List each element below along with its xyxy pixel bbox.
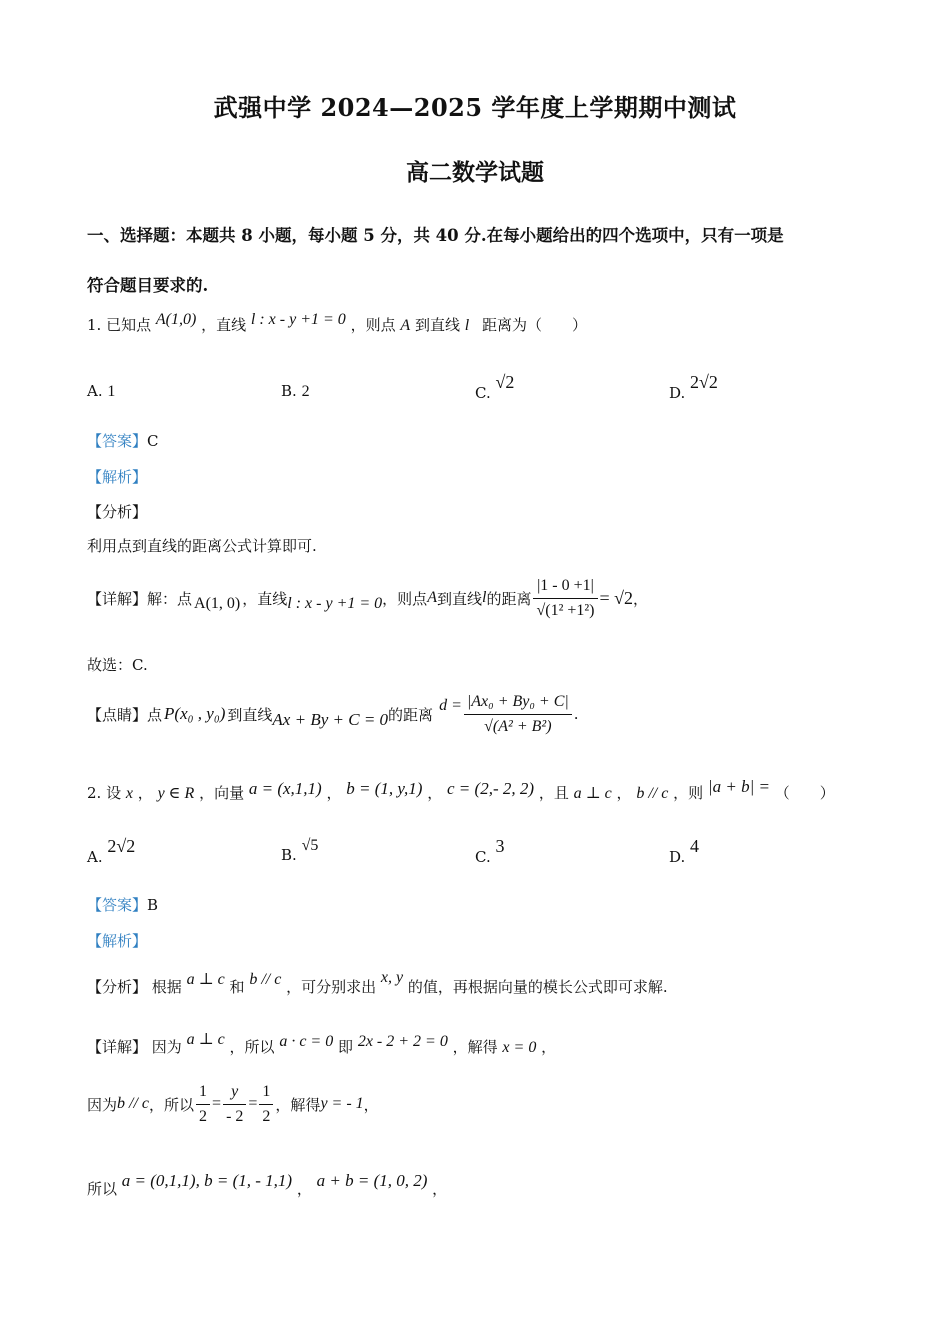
frac-denominator: 2 <box>199 1107 208 1125</box>
q1-conclusion: 故选：C. <box>87 656 148 674</box>
e-x-result: x = 0 <box>502 1039 537 1056</box>
detail-text: ，则点 <box>382 589 428 608</box>
fenxi-text: ，可分别求出 <box>286 978 377 996</box>
equals-sign: = <box>248 1095 258 1112</box>
q1-text: ，则点 <box>350 316 396 334</box>
f-perp: a ⊥ c <box>186 971 225 988</box>
ratio-fraction-3 <box>259 1080 273 1129</box>
q2-text: ，向量 <box>199 784 245 802</box>
frac-numerator: |Ax₀ + By₀ + C| <box>464 690 572 715</box>
frac-numerator: 1 <box>259 1080 273 1105</box>
tip-text: 的距离 <box>388 705 434 724</box>
d-var-l: l <box>481 589 487 606</box>
q2-answer <box>87 894 158 915</box>
option-label: A. <box>87 848 108 866</box>
question-2-stem <box>87 777 835 803</box>
q2-text: （ ） <box>774 784 835 802</box>
q2-var-x: x <box>125 785 133 802</box>
section-heading-line2: 符合题目要求的. <box>87 276 209 295</box>
option-value: 2 <box>301 383 310 400</box>
q2-perp: a ⊥ c <box>573 785 612 802</box>
frac-denominator: 2 <box>262 1107 271 1125</box>
detail-text: 因为 <box>151 1038 182 1056</box>
option-label: A. <box>87 382 108 400</box>
h-sum: a + b = (1, 0, 2) <box>316 1171 428 1190</box>
q1-text: ，直线 <box>201 316 247 334</box>
q2-option-a <box>87 836 136 867</box>
q1-option-c <box>475 372 515 403</box>
detail-text: 所以 <box>87 1180 118 1198</box>
tip-text: 到直线 <box>227 705 273 724</box>
q2-analysis-tag: 【解析】 <box>87 932 148 950</box>
detail-text: ， <box>541 1038 557 1056</box>
option-label: B. <box>281 846 302 864</box>
f-parallel: b // c <box>249 971 282 988</box>
q2-option-d <box>669 836 700 867</box>
d-result: = √2 <box>599 587 634 608</box>
q1-detail <box>87 568 648 628</box>
frac-denominator: √(1² +1²) <box>536 601 595 619</box>
tip-fraction <box>464 690 572 739</box>
exam-title: 武强中学 2024—2025 学年度上学期期中测试 <box>213 93 737 122</box>
detail-text: ， <box>432 1180 448 1198</box>
distance-fraction <box>533 574 597 623</box>
q2-vector-a: a = (x,1,1) <box>248 779 322 798</box>
detail-text: ， <box>633 589 649 608</box>
tip-text: . <box>573 705 579 723</box>
q1-var-l: l <box>464 317 470 334</box>
option-value: √5 <box>301 837 319 854</box>
q1-answer <box>87 430 159 451</box>
tip-tag: 【点睛】 <box>87 705 148 724</box>
option-value: 1 <box>107 383 116 400</box>
detail-tag: 【详解】 <box>87 589 148 608</box>
q1-text: 1. 已知点 <box>87 316 152 334</box>
q1-text: 到直线 <box>414 316 460 334</box>
d-var-a: A <box>427 589 437 606</box>
tip-line-eq: Ax + By + C = 0 <box>272 710 389 729</box>
option-label: C. <box>475 384 496 402</box>
detail-text: ，解得 <box>452 1038 498 1056</box>
detail-text: ， <box>296 1180 312 1198</box>
detail-text: 到直线 <box>436 589 482 608</box>
g-y-result: y = - 1 <box>320 1095 364 1112</box>
detail-tag: 【详解】 <box>87 1038 148 1056</box>
equals-sign: = <box>212 1095 222 1112</box>
q2-text: ， <box>427 784 443 802</box>
e-perp: a ⊥ c <box>186 1031 225 1048</box>
detail-text: 即 <box>338 1038 354 1056</box>
option-value: 3 <box>495 836 505 856</box>
option-label: D. <box>669 384 691 402</box>
q2-text: 2. 设 <box>87 784 122 802</box>
answer-value: B <box>147 896 159 914</box>
q2-detail-1 <box>87 1031 557 1057</box>
fenxi-text: 和 <box>229 978 245 996</box>
q2-option-b <box>281 837 319 865</box>
q1-fenxi-tag: 【分析】 <box>87 503 148 521</box>
detail-text: 的距离 <box>486 589 532 608</box>
fenxi-tag: 【分析】 <box>87 978 148 996</box>
q2-text: ， <box>326 784 342 802</box>
q1-var-a: A <box>400 317 411 334</box>
q2-text: ，且 <box>538 784 569 802</box>
f-xy: x, y <box>380 969 404 986</box>
frac-denominator: - 2 <box>226 1107 244 1125</box>
q2-text: ，则 <box>673 784 704 802</box>
q1-option-b <box>281 382 310 401</box>
q2-text: ， <box>137 784 153 802</box>
option-label: B. <box>281 382 302 400</box>
e-dot: a · c = 0 <box>279 1033 334 1050</box>
q1-analysis-tag: 【解析】 <box>87 468 148 486</box>
answer-value: C <box>147 432 159 450</box>
e-equation: 2x - 2 + 2 = 0 <box>357 1033 448 1050</box>
q2-parallel: b // c <box>636 785 669 802</box>
fenxi-text: 根据 <box>151 978 182 996</box>
frac-denominator: √(A² + B²) <box>484 717 552 735</box>
q1-text: 距离为（ ） <box>481 316 587 334</box>
q2-detail-3 <box>87 1171 448 1199</box>
answer-tag: 【答案】 <box>87 896 148 914</box>
q2-text: ， <box>616 784 632 802</box>
frac-numerator: |1 - 0 +1| <box>533 574 597 599</box>
option-label: D. <box>669 848 691 866</box>
frac-numerator: y <box>223 1080 246 1105</box>
option-value: 4 <box>690 836 700 856</box>
option-value: 2√2 <box>107 836 136 856</box>
detail-text: ，所以 <box>229 1038 275 1056</box>
h-vectors: a = (0,1,1), b = (1, - 1,1) <box>121 1171 293 1190</box>
q2-option-c <box>475 836 505 867</box>
q2-norm: |a + b| = <box>707 777 770 796</box>
q1-fenxi-text: 利用点到直线的距离公式计算即可. <box>87 537 317 555</box>
frac-numerator: 1 <box>196 1080 210 1105</box>
q1-option-d <box>669 372 718 403</box>
fenxi-text: 的值，再根据向量的模长公式即可求解. <box>407 978 668 996</box>
q1-tip <box>87 686 579 742</box>
detail-text: 解：点 <box>147 589 193 608</box>
d-line-eq: l : x - y +1 = 0 <box>287 595 383 612</box>
detail-text: 因为 <box>87 1095 118 1114</box>
detail-text: ， <box>363 1095 379 1114</box>
detail-text: ，直线 <box>242 589 288 608</box>
tip-d: d = <box>439 697 462 714</box>
g-parallel: b // c <box>117 1095 150 1112</box>
option-label: C. <box>475 848 496 866</box>
q2-vector-b: b = (1, y,1) <box>346 779 423 798</box>
q2-detail-2 <box>87 1080 379 1128</box>
section-heading-line1: 一、选择题：本题共 8 小题，每小题 5 分，共 40 分.在每小题给出的四个选项中，只有一项是 <box>87 226 784 245</box>
q2-vector-c: c = (2,- 2, 2) <box>447 779 535 798</box>
d-point: A(1, 0) <box>194 595 241 612</box>
q2-y-in-r: y ∈ R <box>157 785 195 802</box>
q1-point-a: A(1,0) <box>155 311 197 328</box>
tip-point: P(x₀ , y₀) <box>164 704 226 723</box>
option-value: 2√2 <box>690 372 718 392</box>
option-value: √2 <box>495 372 515 392</box>
question-1-stem <box>87 311 587 335</box>
answer-tag: 【答案】 <box>87 432 148 450</box>
q1-option-a <box>87 382 115 401</box>
q1-line-eq: l : x - y +1 = 0 <box>250 311 346 328</box>
tip-text: 点 <box>147 705 163 724</box>
detail-text: ，所以 <box>149 1095 195 1114</box>
ratio-fraction-1 <box>196 1080 210 1129</box>
q2-fenxi <box>87 969 668 997</box>
detail-text: ，解得 <box>275 1095 321 1114</box>
exam-subtitle: 高二数学试题 <box>406 159 544 186</box>
ratio-fraction-2 <box>223 1080 246 1129</box>
